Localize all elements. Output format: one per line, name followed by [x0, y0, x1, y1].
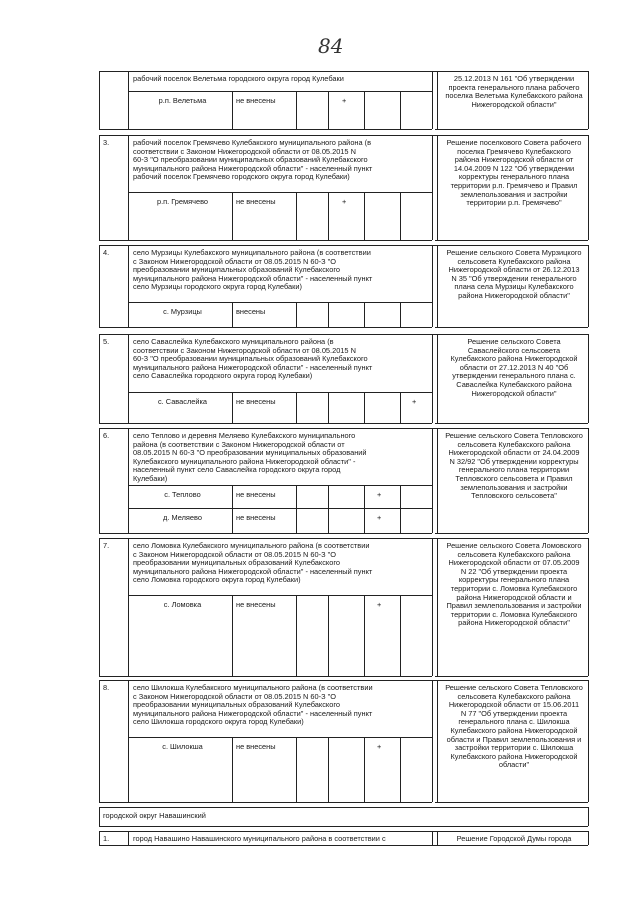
territory-name-line: муниципального района Нижегородской области" - населенный пункт	[133, 566, 373, 576]
table-rule	[437, 428, 438, 533]
approval-decision-line: проекта генерального плана рабочего	[448, 82, 580, 92]
approval-decision-line: Решение сельского Совета Мурзицкого	[446, 248, 582, 257]
row-number-line: 6.	[103, 431, 110, 440]
table-rule	[128, 245, 129, 327]
table-rule	[128, 428, 129, 533]
table-rule	[588, 334, 589, 423]
settlement-name-line: с. Мурзицы	[163, 307, 202, 316]
table-rule	[364, 392, 365, 423]
table-rule	[432, 334, 433, 423]
settlement-mark	[377, 601, 387, 610]
territory-name-line: рабочий поселок Гремячево городского округа город Кулебаки)	[133, 172, 350, 182]
row-number	[103, 684, 123, 693]
settlement-status	[236, 601, 296, 610]
table-rule	[232, 485, 233, 533]
table-rule	[588, 831, 589, 845]
territory-name	[133, 139, 423, 182]
table-rule	[328, 192, 329, 240]
table-rule	[328, 91, 329, 129]
settlement-status-line: не внесены	[236, 600, 276, 609]
territory-name-line: село Ломовка городского округа город Кулебаки)	[133, 575, 301, 585]
table-rule	[588, 135, 589, 240]
approval-decision-line: N 22 "Об утверждении проекта	[460, 566, 568, 576]
approval-decision-line: землепользования и застройки	[460, 482, 568, 492]
table-rule	[232, 392, 233, 423]
settlement-mark-line: +	[377, 490, 382, 499]
table-rule	[128, 831, 129, 845]
approval-decision-line: корректуры генерального плана	[458, 575, 570, 585]
approval-decision-line: Кулебакского района Нижегородской	[450, 725, 578, 735]
table-rule	[128, 392, 432, 393]
approval-decision-line: Тепловского сельсовета"	[471, 491, 557, 501]
table-rule	[99, 845, 588, 846]
territory-name	[133, 684, 423, 727]
table-rule	[437, 245, 438, 327]
table-rule	[128, 508, 432, 509]
table-rule	[364, 737, 365, 802]
approval-decision-line: Нижегородской области"	[471, 99, 557, 109]
territory-name-line: село Шилокша Кулебакского муниципального района (в соответствии	[133, 683, 373, 692]
table-rule	[99, 831, 588, 832]
territory-name	[133, 75, 423, 84]
settlement-mark	[342, 97, 352, 106]
table-rule	[328, 737, 329, 802]
approval-decision-line: Решение Городской Думы города	[456, 834, 572, 843]
row-number	[103, 139, 123, 148]
territory-name-line: рабочий поселок Велетьма городского округа город Кулебаки	[133, 74, 344, 83]
approval-decision-line: генерального плана с. Шилокша	[458, 717, 570, 727]
table-rule	[99, 807, 588, 808]
settlement-name-line: с. Теплово	[164, 490, 201, 499]
approval-decision-line: N 32/92 "Об утверждении корректуры	[449, 456, 579, 466]
table-rule	[588, 245, 589, 327]
approval-decision-line: Решение поселкового Совета рабочего	[446, 138, 582, 147]
table-rule	[99, 802, 432, 803]
approval-decision	[440, 835, 588, 844]
table-rule	[99, 135, 100, 240]
territory-name-line: преобразовании муниципальных образований Кулебакского	[133, 558, 340, 568]
table-rule	[328, 302, 329, 327]
table-rule	[296, 595, 297, 676]
territory-name	[133, 249, 423, 292]
approval-decision-line: Решение сельского Совета Тепловского	[445, 683, 583, 692]
table-rule	[232, 595, 233, 676]
table-rule	[99, 428, 100, 533]
approval-decision-line: 14.04.2009 N 122 "Об утверждении	[453, 163, 575, 173]
table-rule	[296, 485, 297, 533]
row-number-line: 7.	[103, 541, 110, 550]
approval-decision-line: Саваслейского сельсовета	[467, 345, 561, 355]
section-title-line: городской округ Навашинский	[103, 811, 206, 820]
approval-decision-line: поселка Гремячево Кулебакского	[457, 146, 571, 156]
territory-name-line: преобразовании муниципальных образований Кулебакского	[133, 700, 340, 710]
settlement-name	[133, 743, 232, 752]
settlement-status-line: не внесены	[236, 96, 276, 105]
table-rule	[99, 129, 432, 130]
table-rule	[364, 91, 365, 129]
approval-decision-line: Нижегородской области от 15.06.2011	[448, 700, 580, 710]
territory-name-line: город Навашино Навашинского муниципального района в соответствии с	[133, 834, 386, 843]
table-rule	[128, 192, 432, 193]
table-rule	[400, 91, 401, 129]
table-rule	[437, 71, 438, 129]
approval-decision-line: генерального плана территории	[458, 465, 570, 475]
approval-decision-line: территории р.п. Гремячево"	[466, 198, 562, 208]
territory-name	[133, 835, 429, 844]
approval-decision-line: области от 27.12.2013 N 40 "Об	[459, 362, 569, 372]
approval-decision-line: Нижегородской области от 24.04.2009	[448, 448, 580, 458]
territory-name-line: муниципального района Нижегородской области" - населенный пункт	[133, 362, 373, 372]
settlement-mark-line: +	[377, 600, 382, 609]
settlement-name	[133, 601, 232, 610]
territory-name-line: 60-З "О преобразовании муниципальных образований Кулебакского	[133, 354, 368, 364]
row-number-line: 5.	[103, 337, 110, 346]
row-number-line: 3.	[103, 138, 110, 147]
territory-name-line: с Законом Нижегородской области от 08.05.2015 N 60-З "О	[133, 256, 336, 266]
settlement-status	[236, 514, 296, 523]
table-rule	[588, 538, 589, 676]
territory-name-line: муниципального района Нижегородской области" - населенный пункт	[133, 708, 373, 718]
settlement-name	[133, 97, 232, 106]
table-rule	[437, 334, 438, 423]
settlement-name	[133, 198, 232, 207]
table-rule	[400, 737, 401, 802]
settlement-name-line: с. Ломовка	[163, 600, 202, 609]
settlement-name-line: р.п. Велетьма	[158, 96, 207, 105]
territory-name-line: село Ломовка Кулебакского муниципального района (в соответствии	[133, 541, 370, 550]
territory-name-line: муниципального района Нижегородской области" - населенный пункт	[133, 163, 373, 173]
table-rule	[99, 538, 588, 539]
territory-name-line: Кулебаки)	[133, 473, 168, 483]
table-rule	[128, 135, 129, 240]
table-rule	[99, 428, 588, 429]
table-rule	[435, 676, 588, 677]
approval-decision-line: 25.12.2013 N 161 "Об утверждении	[453, 74, 575, 83]
row-number	[103, 835, 123, 844]
approval-decision-line: территории с. Ломовка Кулебакского	[450, 583, 578, 593]
territory-name-line: населенный пункт село Саваслейка городского округа город	[133, 465, 341, 475]
row-number	[103, 542, 123, 551]
table-rule	[128, 485, 432, 486]
table-rule	[99, 533, 432, 534]
table-rule	[437, 680, 438, 802]
approval-decision-line: застройки территории с. Шилокша	[454, 743, 574, 753]
table-rule	[296, 392, 297, 423]
table-rule	[588, 807, 589, 826]
settlement-mark-line: +	[342, 96, 347, 105]
approval-decision-line: территории р.п. Гремячево и Правил	[450, 180, 578, 190]
approval-decision-line: N 77 "Об утверждении проекта	[460, 708, 568, 718]
table-rule	[99, 423, 432, 424]
table-rule	[435, 129, 588, 130]
territory-name-line: муниципального района Нижегородской области" - населенный пункт	[133, 273, 373, 283]
settlement-status-line: внесены	[236, 307, 266, 316]
approval-decision	[440, 249, 588, 301]
table-rule	[232, 91, 233, 129]
table-rule	[364, 192, 365, 240]
approval-decision-line: района Нижегородской области от	[454, 155, 574, 165]
territory-name-line: района (в соответствии с Законом Нижегородской области от	[133, 439, 345, 449]
table-rule	[99, 334, 588, 335]
approval-decision-line: Нижегородской области от 07.05.2009	[448, 558, 580, 568]
approval-decision-line: Тепловского сельсовета и Правил	[455, 473, 573, 483]
approval-decision-line: Нижегородской области от 26.12.2013	[448, 265, 580, 275]
settlement-mark	[342, 198, 352, 207]
approval-decision-line: поселка Велетьма Кулебакского района	[445, 91, 583, 101]
territory-name-line: село Мурзицы Кулебакского муниципального района (в соответствии	[133, 248, 371, 257]
territory-name-line: с Законом Нижегородской области от 08.05.2015 N 60-З "О	[133, 549, 336, 559]
territory-name-line: село Мурзицы городского округа город Кулебаки)	[133, 282, 302, 292]
table-rule	[437, 135, 438, 240]
table-rule	[99, 831, 100, 845]
table-rule	[588, 680, 589, 802]
approval-decision-line: области и Правил землепользования и	[446, 734, 582, 744]
settlement-status	[236, 308, 296, 317]
settlement-mark	[377, 514, 387, 523]
settlement-name	[133, 491, 232, 500]
settlement-status-line: не внесены	[236, 197, 276, 206]
table-rule	[328, 595, 329, 676]
table-rule	[435, 240, 588, 241]
settlement-status-line: не внесены	[236, 397, 276, 406]
table-rule	[328, 392, 329, 423]
approval-decision-line: N 35 "Об утверждении генерального	[451, 273, 577, 283]
territory-name-line: соответствии с Законом Нижегородской области от 08.05.2015 N	[133, 345, 356, 355]
approval-decision	[440, 542, 588, 628]
approval-decision-line: землепользования и застройки	[460, 189, 568, 199]
approval-decision-line: Кулебакского района Нижегородской	[450, 354, 578, 364]
approval-decision-line: плана села Мурзицы Кулебакского	[454, 282, 574, 292]
approval-decision	[440, 338, 588, 398]
approval-decision-line: района Нижегородской области и	[456, 592, 572, 602]
table-rule	[364, 302, 365, 327]
settlement-mark-line: +	[377, 742, 382, 751]
settlement-status	[236, 491, 296, 500]
row-number	[103, 432, 123, 441]
table-rule	[432, 831, 433, 845]
territory-name-line: Кулебакского муниципального района Нижегородской области" -	[133, 456, 356, 466]
table-rule	[99, 676, 432, 677]
approval-decision-line: сельсовета Кулебакского района	[457, 256, 571, 266]
table-rule	[400, 392, 401, 423]
approval-decision-line: Решение сельского Совета	[467, 337, 561, 346]
table-rule	[99, 680, 588, 681]
row-number	[103, 249, 123, 258]
table-rule	[99, 826, 588, 827]
table-rule	[128, 334, 129, 423]
table-rule	[435, 327, 588, 328]
table-rule	[432, 245, 433, 327]
settlement-mark	[377, 743, 387, 752]
territory-name-line: село Саваслейка Кулебакского муниципального района (в	[133, 337, 334, 346]
settlement-name	[133, 398, 232, 407]
settlement-name	[133, 308, 232, 317]
territory-name-line: село Шилокша городского округа город Кулебаки)	[133, 717, 304, 727]
territory-name-line: преобразовании муниципальных образований Кулебакского	[133, 265, 340, 275]
table-rule	[432, 71, 433, 129]
approval-decision-line: района Нижегородской области"	[458, 618, 570, 628]
table-rule	[400, 595, 401, 676]
table-rule	[99, 680, 100, 802]
table-rule	[296, 91, 297, 129]
table-rule	[437, 538, 438, 676]
table-rule	[232, 192, 233, 240]
approval-decision-line: сельсовета Кулебакского района	[457, 439, 571, 449]
territory-name-line: 60-З "О преобразовании муниципальных образований Кулебакского	[133, 155, 368, 165]
table-rule	[588, 428, 589, 533]
table-rule	[435, 533, 588, 534]
settlement-status-line: не внесены	[236, 742, 276, 751]
settlement-name-line: с. Шилокша	[162, 742, 203, 751]
table-rule	[128, 302, 432, 303]
table-rule	[328, 485, 329, 533]
territory-name	[133, 542, 423, 585]
table-rule	[437, 831, 438, 845]
approval-decision-line: района Нижегородской области"	[458, 290, 570, 300]
row-number	[103, 338, 123, 347]
approval-decision-line: сельсовета Кулебакского района	[457, 549, 571, 559]
row-number-line: 4.	[103, 248, 110, 257]
territory-name-line: рабочий поселок Гремячево Кулебакского муниципального района (в	[133, 138, 372, 147]
table-rule	[99, 334, 100, 423]
section-title	[103, 812, 303, 821]
table-rule	[99, 71, 588, 72]
table-rule	[435, 802, 588, 803]
table-rule	[99, 71, 100, 129]
table-rule	[296, 192, 297, 240]
table-rule	[232, 302, 233, 327]
row-number-line: 8.	[103, 683, 110, 692]
approval-decision-line: Нижегородской области"	[471, 388, 557, 398]
settlement-mark-line: +	[412, 397, 417, 406]
settlement-mark-line: +	[342, 197, 347, 206]
table-rule	[296, 302, 297, 327]
approval-decision-line: области"	[498, 760, 530, 770]
settlement-name-line: с. Саваслейка	[157, 397, 208, 406]
table-rule	[99, 245, 100, 327]
table-rule	[400, 485, 401, 533]
approval-decision	[440, 75, 588, 109]
settlement-name	[133, 514, 232, 523]
table-rule	[432, 538, 433, 676]
table-rule	[400, 302, 401, 327]
settlement-status	[236, 198, 296, 207]
territory-name	[133, 432, 423, 484]
approval-decision-line: территории с. Ломовка Кулебакского	[450, 609, 578, 619]
approval-decision-line: сельсовета Кулебакского района	[457, 691, 571, 701]
table-rule	[296, 737, 297, 802]
table-rule	[128, 91, 432, 92]
settlement-name-line: р.п. Гремячево	[156, 197, 209, 206]
settlement-status	[236, 97, 296, 106]
settlement-status	[236, 743, 296, 752]
table-rule	[128, 71, 129, 129]
table-rule	[99, 538, 100, 676]
table-rule	[99, 240, 432, 241]
table-rule	[128, 538, 129, 676]
table-rule	[432, 680, 433, 802]
table-rule	[432, 428, 433, 533]
row-number-line: 1.	[103, 834, 110, 843]
table-rule	[364, 485, 365, 533]
page-number: 84	[318, 34, 344, 58]
table-rule	[364, 595, 365, 676]
approval-decision-line: корректуры генерального плана	[458, 172, 570, 182]
approval-decision-line: Кулебакского района Нижегородской	[450, 751, 578, 761]
approval-decision	[440, 432, 588, 501]
table-rule	[128, 680, 129, 802]
settlement-status	[236, 398, 296, 407]
settlement-status-line: не внесены	[236, 490, 276, 499]
table-rule	[99, 807, 100, 826]
settlement-mark	[412, 398, 422, 407]
settlement-name-line: д. Меляево	[163, 513, 202, 522]
settlement-mark	[377, 491, 387, 500]
approval-decision-line: Саваслейка Кулебакского района	[456, 379, 572, 389]
approval-decision-line: Решение сельского Совета Ломовского	[446, 541, 582, 550]
territory-name-line: село Саваслейка городского округа город Кулебаки)	[133, 371, 313, 381]
territory-name-line: село Теплово и деревня Меляево Кулебакского муниципального	[133, 431, 356, 440]
table-rule	[128, 595, 432, 596]
table-rule	[400, 192, 401, 240]
territory-name-line: с Законом Нижегородской области от 08.05.2015 N 60-З "О	[133, 691, 336, 701]
table-rule	[99, 135, 588, 136]
table-rule	[435, 423, 588, 424]
table-rule	[99, 245, 588, 246]
territory-name-line: 08.05.2015 N 60-З "О преобразовании муниципальных образований	[133, 448, 367, 458]
table-rule	[232, 737, 233, 802]
approval-decision	[440, 684, 588, 770]
table-rule	[432, 135, 433, 240]
territory-name-line: соответствии с Законом Нижегородской области от 08.05.2015 N	[133, 146, 356, 156]
table-rule	[588, 71, 589, 129]
territory-name	[133, 338, 423, 381]
table-rule	[128, 737, 432, 738]
table-rule	[99, 327, 432, 328]
approval-decision-line: Правил землепользования и застройки	[446, 601, 582, 611]
settlement-mark-line: +	[377, 513, 382, 522]
settlement-status-line: не внесены	[236, 513, 276, 522]
approval-decision-line: утверждении генерального плана с.	[452, 371, 576, 381]
approval-decision-line: Решение сельского Совета Тепловского	[445, 431, 583, 440]
approval-decision	[440, 139, 588, 208]
